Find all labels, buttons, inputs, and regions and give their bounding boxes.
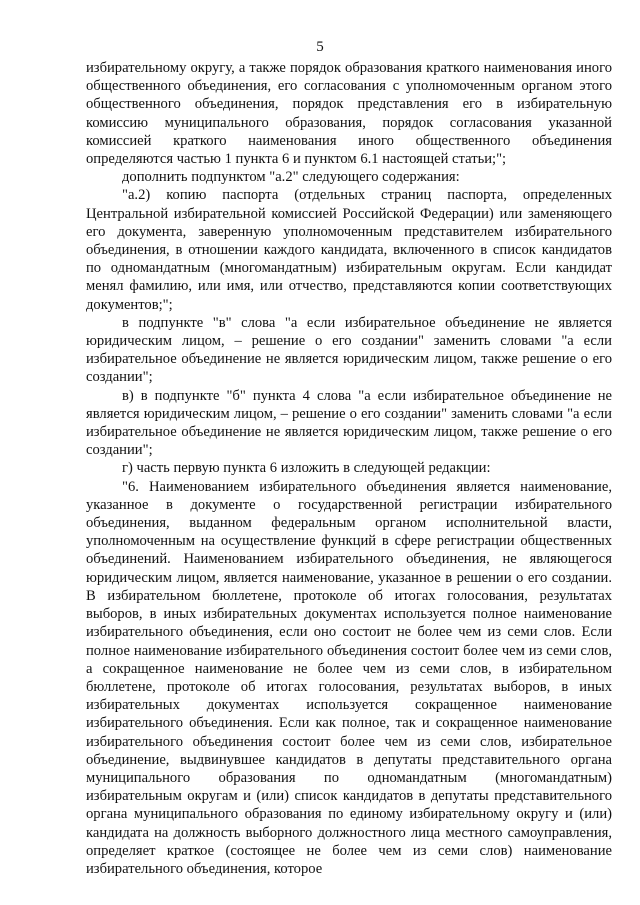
paragraph-2: дополнить подпунктом "а.2" следующего содержания:: [122, 169, 460, 186]
paragraph-7: "6. Наименованием избирательного объединения является наименование, указанное в документе о государственной регистрации избирательного объединения, выданном федеральным органом исполнительной власти, уполномоченным на осуществление функций в сфере регистрации общественных объединений. Наименованием избирательного объединения, не являющегося юридическим лицом, является наименование, указанное в решении о его создании. В избирательном бюллетене, протоколе об итогах голосования, результатах выборов, в иных избирательных документах используется полное наименование избирательного объединения, если оно состоит не более чем из семи слов. Если полное наименование избирательного объединения состоит более чем из семи слов, а сокращенное наименование не более чем из семи слов, в избирательном бюллетене, протоколе об итогах голосования, результатах выборов, в иных избирательных документах используется сокращенное наименование избирательного объединения. Если как полное, так и сокращенное наименование избирательного объединения состоит более чем из семи слов, избирательное объединение, выдвинувшее кандидатов в депутаты представительного органа муниципального образования по одномандатным (многомандатным) избирательным округам и (или) список кандидатов в депутаты представительного органа муниципального образования по единому избирательному округу и (или) кандидата на должность выборного должностного лица местного самоуправления, определяет краткое (состоящее не более чем из семи слов) наименование избирательного объединения, которое: [86, 478, 612, 877]
document-body: [86, 59, 612, 878]
paragraph-6: г) часть первую пункта 6 изложить в следующей редакции:: [122, 460, 491, 477]
paragraph-1: избирательному округу, а также порядок образования краткого наименования иного общественного объединения, его согласования с уполномоченным органом этого общественного объединения, порядок представления его в избирательную комиссию муниципального образования, порядок согласования указанной комиссией краткого наименования иного общественного объединения определяются частью 1 пункта 6 и пунктом 6.1 настоящей статьи;";: [86, 60, 612, 168]
paragraph-3: "а.2) копию паспорта (отдельных страниц паспорта, определенных Центральной избирательной комиссией Российской Федерации) или заменяющего его документа, заверенную уполномоченным представителем избирательного объединения, в отношении каждого кандидата, включенного в список кандидатов по одномандатным (многомандатным) избирательным округам. Если кандидат менял фамилию, или имя, или отчество, представляются копии соответствующих документов;";: [86, 187, 612, 313]
page-number: 5: [316, 39, 324, 55]
paragraph-5: в) в подпункте "б" пункта 4 слова "а если избирательное объединение не является юридическим лицом, – решение о его создании" заменить словами "а если избирательное объединение не является юридическим лицом, также решение о его создании";: [86, 387, 612, 459]
paragraph-4: в подпункте "в" слова "а если избирательное объединение не является юридическим лицом, – решение о его создании" заменить словами "а если избирательное объединение не является юридическим лицом, также решение о его создании";: [86, 314, 612, 386]
